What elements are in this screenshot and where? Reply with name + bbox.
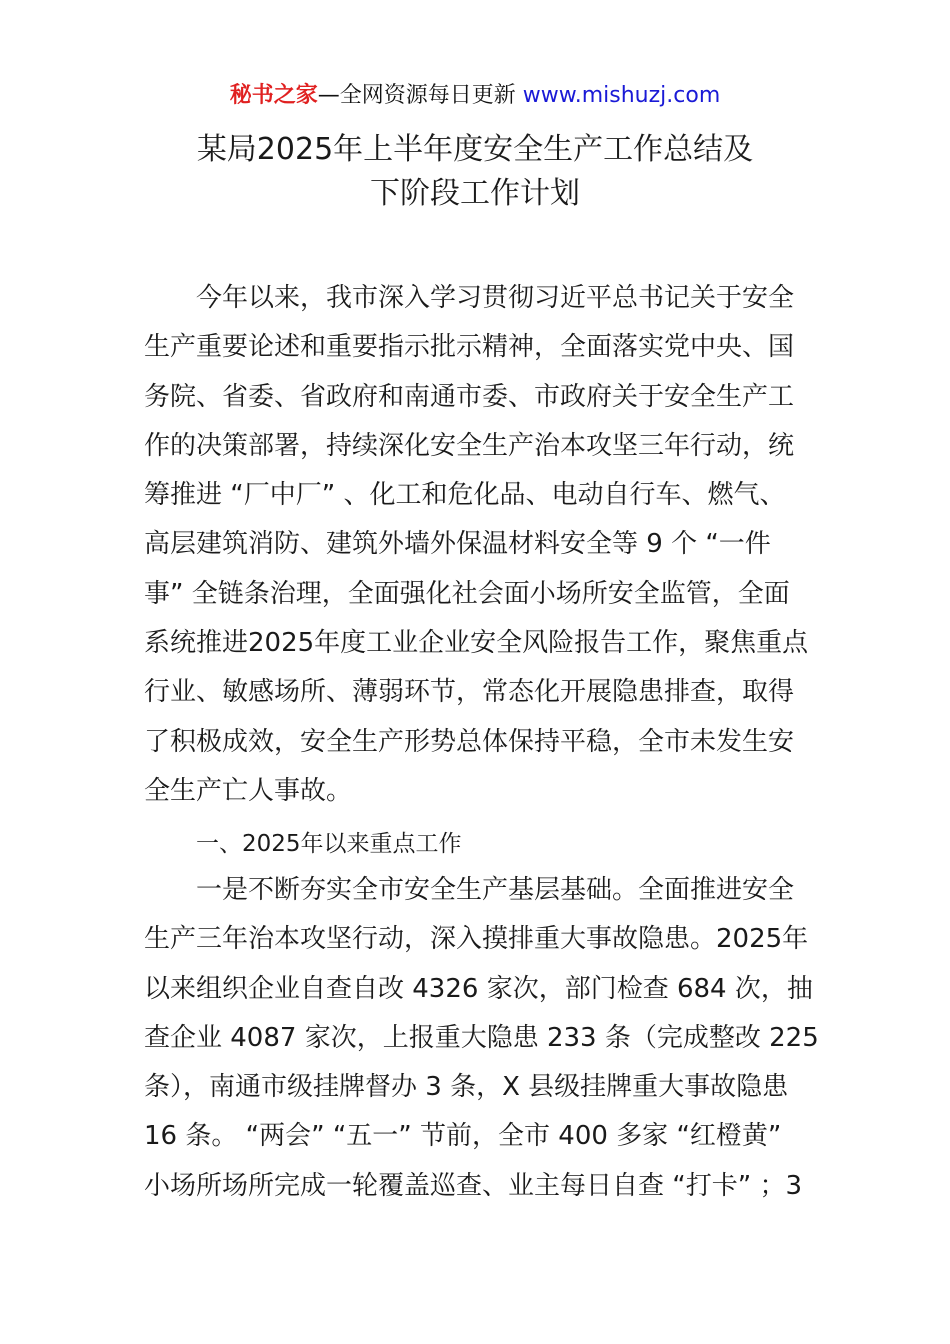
intro-line: 今年以来，我市深入学习贯彻习近平总书记关于安全 [196, 283, 795, 313]
intro-line: 事” 全链条治理，全面强化社会面小场所安全监管，全面 [144, 578, 790, 609]
intro-line: 生产重要论述和重要指示批示精神，全面落实党中央、国 [144, 332, 795, 363]
title-line-2: 下阶段工作计划 [370, 176, 580, 211]
intro-line: 了积极成效，安全生产形势总体保持平稳，全市未发生安 [144, 726, 795, 757]
section1-line: 一是不断夯实全市安全生产基层基础。全面推进安全 [196, 875, 795, 905]
intro-line: 全生产亡人事故。 [144, 775, 353, 806]
section1-line: 16 条。 “两会” “五一” 节前，全市 400 多家 “红橙黄” [144, 1121, 782, 1152]
intro-line: 作的决策部署，持续深化安全生产治本攻坚三年行动，统 [144, 430, 795, 461]
section1-line: 查企业 4087 家次，上报重大隐患 233 条（完成整改 225 [144, 1022, 819, 1053]
site-header [0, 80, 950, 112]
brand-name: 秘书之家 [229, 83, 318, 108]
intro-line: 筹推进 “厂中厂” 、化工和危化品、电动自行车、燃气、 [144, 480, 786, 511]
title-line-1: 某局2025年上半年度安全生产工作总结及 [196, 132, 754, 167]
section-heading: 一、2025年以来重点工作 [196, 831, 462, 857]
section1-paragraph [144, 866, 819, 1211]
document-title [0, 128, 950, 216]
section1-line: 以来组织企业自查自改 4326 家次，部门检查 684 次，抽 [144, 973, 813, 1004]
header-tagline: —全网资源每日更新 [317, 83, 523, 108]
section1-line: 生产三年治本攻坚行动，深入摸排重大事故隐患。2025年 [144, 924, 809, 955]
section1-line: 条），南通市级挂牌督办 3 条，X 县级挂牌重大事故隐患 [144, 1072, 789, 1103]
section1-line: 小场所场所完成一轮覆盖巡查、业主每日自查 “打卡” ；3 [144, 1170, 803, 1201]
intro-line: 行业、敏感场所、薄弱环节，常态化开展隐患排查，取得 [144, 677, 795, 708]
intro-line: 系统推进2025年度工业企业安全风险报告工作，聚焦重点 [144, 628, 809, 659]
intro-paragraph [144, 274, 808, 816]
intro-line: 高层建筑消防、建筑外墙外保温材料安全等 9 个 “一件 [144, 529, 771, 560]
site-url-link[interactable]: www.mishuzj.com [522, 83, 721, 108]
intro-line: 务院、省委、省政府和南通市委、市政府关于安全生产工 [144, 381, 795, 412]
